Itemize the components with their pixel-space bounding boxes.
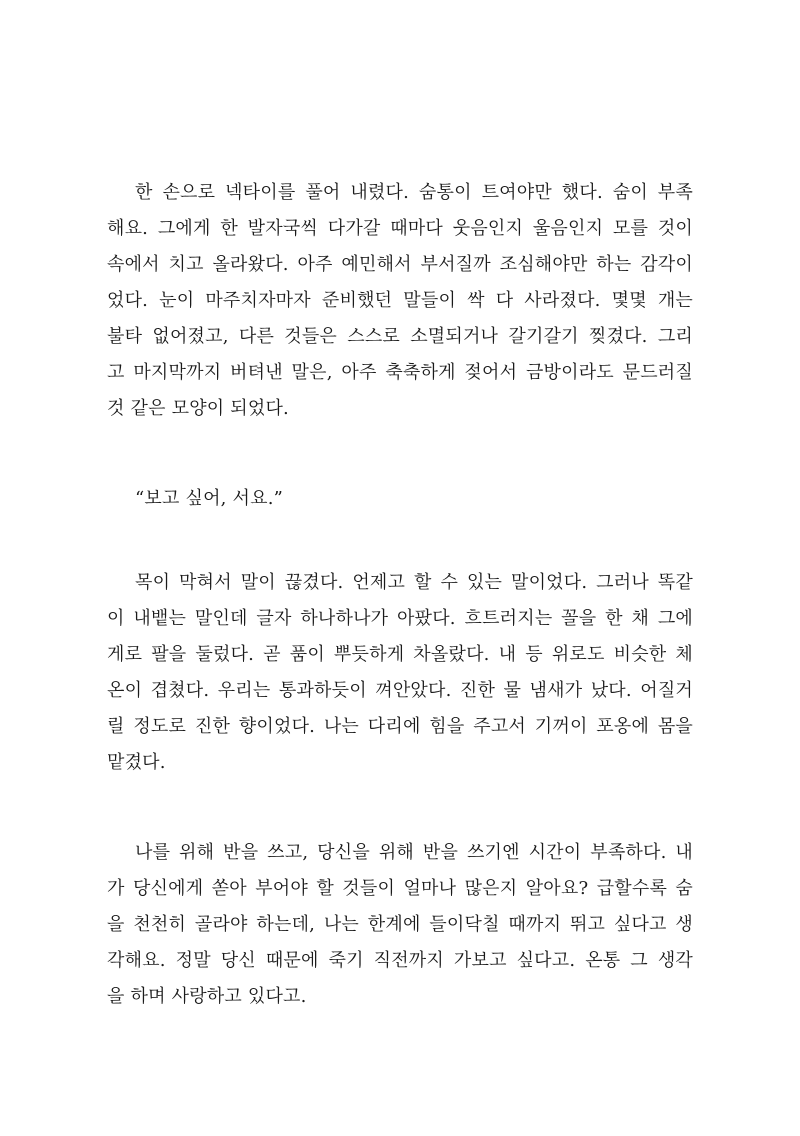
paragraph-line: 맡겼다. bbox=[107, 752, 166, 773]
paragraph-line: 나를 위해 반을 쓰고, 당신을 위해 반을 쓰기엔 시간이 부족하다. 내 bbox=[135, 842, 693, 863]
paragraph-line: 불타 없어졌고, 다른 것들은 스스로 소멸되거나 갈기갈기 찢겼다. 그리 bbox=[107, 326, 693, 347]
dialogue-text: “보고 싶어, 서요.” bbox=[135, 488, 284, 509]
paragraph-line: 을 하며 사랑하고 있다고. bbox=[107, 986, 307, 1007]
dialogue-line bbox=[107, 481, 693, 517]
paragraph-3 bbox=[107, 565, 693, 781]
paragraph-line: 었다. 눈이 마주치자마자 준비했던 말들이 싹 다 사라졌다. 몇몇 개는 bbox=[107, 290, 693, 311]
paragraph-line: 해요. 그에게 한 발자국씩 다가갈 때마다 웃음인지 울음인지 모를 것이 bbox=[107, 218, 693, 239]
paragraph-line: 온이 겹쳤다. 우리는 통과하듯이 껴안았다. 진한 물 냄새가 났다. 어질거 bbox=[107, 680, 693, 701]
paragraph-line: 목이 막혀서 말이 끊겼다. 언제고 할 수 있는 말이었다. 그러나 똑같 bbox=[135, 572, 693, 593]
paragraph-line: 을 천천히 골라야 하는데, 나는 한계에 들이닥칠 때까지 뛰고 싶다고 생 bbox=[107, 914, 693, 935]
paragraph-line: 이 내뱉는 말인데 글자 하나하나가 아팠다. 흐트러지는 꼴을 한 채 그에 bbox=[107, 608, 693, 629]
paragraph-line: 한 손으로 넥타이를 풀어 내렸다. 숨통이 트여야만 했다. 숨이 부족 bbox=[135, 182, 693, 203]
paragraph-line: 고 마지막까지 버텨낸 말은, 아주 축축하게 젖어서 금방이라도 문드러질 bbox=[107, 362, 693, 383]
paragraph-1 bbox=[107, 175, 693, 427]
paragraph-line: 가 당신에게 쏟아 부어야 할 것들이 얼마나 많은지 알아요? 급할수록 숨 bbox=[107, 878, 693, 899]
paragraph-line: 각해요. 정말 당신 때문에 죽기 직전까지 가보고 싶다고. 온통 그 생각 bbox=[107, 950, 693, 971]
paragraph-line: 릴 정도로 진한 향이었다. 나는 다리에 힘을 주고서 기꺼이 포옹에 몸을 bbox=[107, 716, 693, 737]
paragraph-line: 게로 팔을 둘렀다. 곧 품이 뿌듯하게 차올랐다. 내 등 위로도 비슷한 체 bbox=[107, 644, 693, 665]
paragraph-line: 것 같은 모양이 되었다. bbox=[107, 398, 289, 419]
paragraph-line: 속에서 치고 올라왔다. 아주 예민해서 부서질까 조심해야만 하는 감각이 bbox=[107, 254, 693, 275]
paragraph-4 bbox=[107, 835, 693, 1015]
